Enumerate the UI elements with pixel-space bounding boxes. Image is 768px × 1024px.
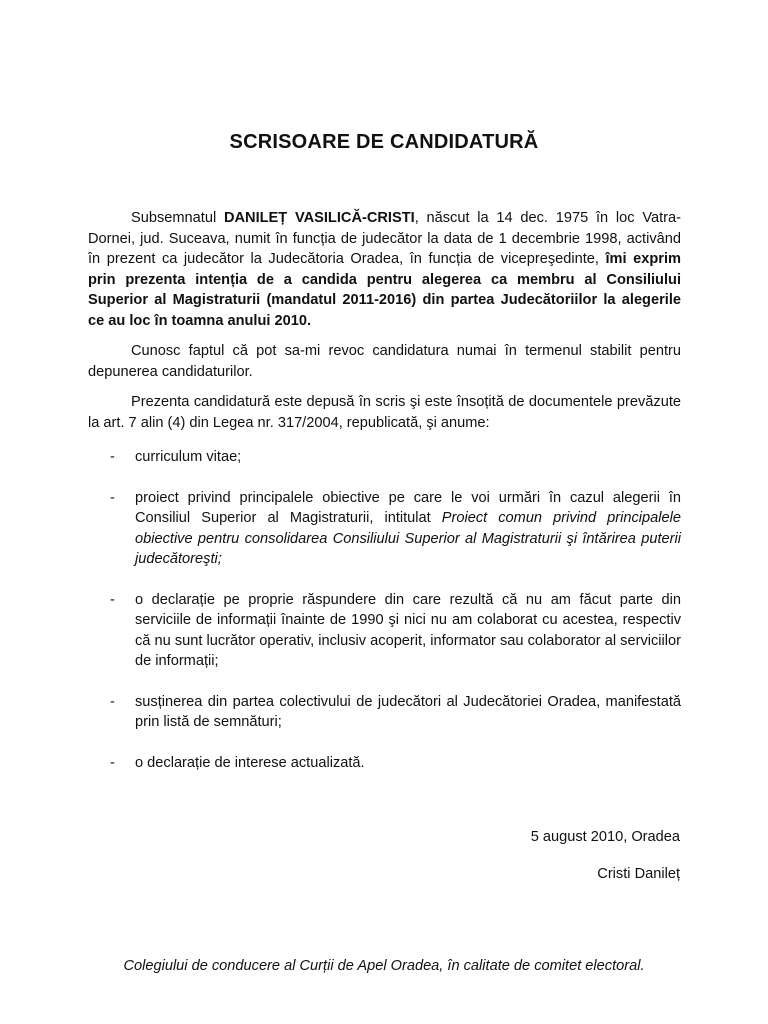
list-item [88, 590, 681, 672]
signature-name: Cristi Danileț [597, 866, 680, 882]
list-item [88, 488, 681, 570]
list-item-text: o declarație pe proprie răspundere din care rezultă că nu am făcut parte din serviciile de informații înainte de 1990 şi nici nu am colaborat cu acestea, respectiv că nu sunt lucrător operativ, inclusiv acoperit, informator sau colaborator al serviciilor de informații; [135, 591, 681, 669]
addressee-footer: Colegiului de conducere al Curții de Apel Oradea, în calitate de comitet electoral. [123, 958, 645, 974]
list-dash: - [110, 449, 115, 465]
list-item-text: curriculum vitae; [135, 449, 242, 465]
list-item [88, 753, 681, 774]
intent-statement: îmi exprim prin prezenta intenția de a candida pentru alegerea ca membru al Consiliului Superior al Magistraturii (mandatul 2011-2016) din partea Judecătoriilor la alegerile ce au loc în toamna anului 2010. [88, 251, 681, 329]
revocation-paragraph: Cunosc faptul că pot sa-mi revoc candidatura numai în termenul stabilit pentru depunerea candidaturilor. [88, 343, 681, 380]
intro-text-a: Subsemnatul [131, 210, 224, 226]
project-title: Proiect comun privind principalele obiective pentru consolidarea Consiliului Superior al Magistraturii şi întărirea puterii judecătoreşti; [135, 510, 681, 567]
list-dash: - [110, 591, 115, 608]
list-item-text: o declarație de interese actualizată. [135, 754, 365, 771]
documents-paragraph: Prezenta candidatură este depusă în scris şi este însoțită de documentele prevăzute la art. 7 alin (4) din Legea nr. 317/2004, republicată, şi anume: [88, 394, 681, 431]
list-item-text: proiect privind principalele obiective pe care le voi urmări în cazul alegerii în Consiliul Superior al Magistraturii, intitulat [135, 489, 681, 526]
list-item [88, 447, 681, 468]
intro-paragraph [88, 208, 681, 331]
list-dash: - [110, 693, 115, 710]
list-dash: - [110, 754, 115, 771]
list-item-text: susținerea din partea colectivului de judecători al Judecătoriei Oradea, manifestată prin listă de semnături; [135, 693, 681, 730]
list-dash: - [110, 489, 115, 506]
intro-text-b: , născut la 14 dec. 1975 în loc Vatra-Dornei, jud. Suceava, numit în funcția de judecător la data de 1 decembrie 1998, activând în prezent ca judecător la Judecătoria Oradea, în funcția de vicepreşedinte, [88, 210, 681, 267]
letter-body [88, 208, 681, 793]
required-documents-list [88, 447, 681, 773]
list-item [88, 692, 681, 733]
candidate-name: DANILEȚ VASILICĂ-CRISTI [223, 210, 415, 226]
date-place: 5 august 2010, Oradea [530, 829, 680, 845]
document-title: SCRISOARE DE CANDIDATURĂ [229, 131, 539, 153]
